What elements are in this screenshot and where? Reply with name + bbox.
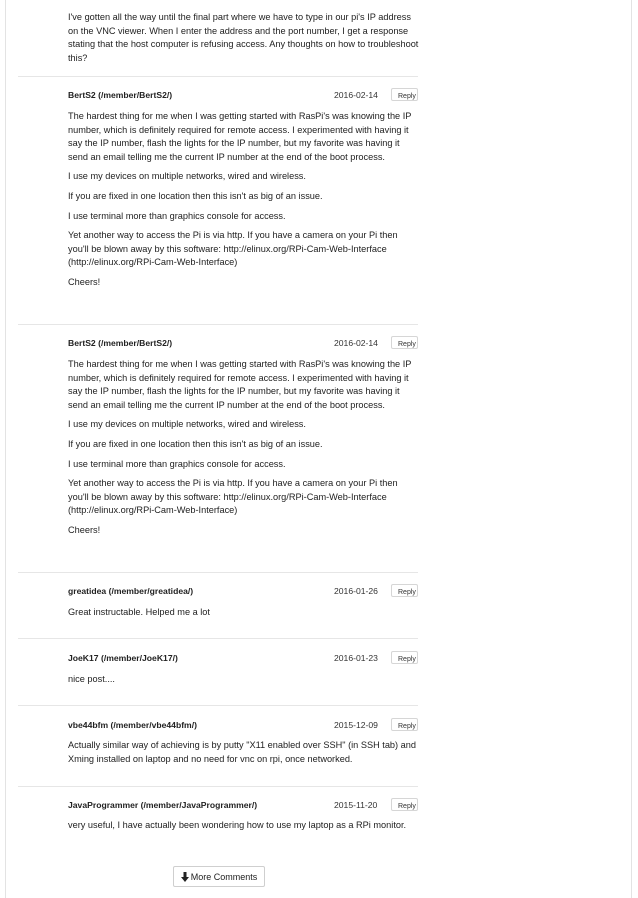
comment-paragraph: If you are fixed in one location then this isn't as big of an issue. (68, 190, 323, 201)
comment (68, 718, 420, 766)
divider (18, 324, 418, 325)
comment-paragraph: Cheers! (68, 524, 101, 535)
reply-button[interactable]: Reply (391, 88, 418, 101)
more-comments-label: More Comments (190, 872, 258, 882)
comment-paragraph: Cheers! (68, 276, 101, 287)
comment-paragraph: I use terminal more than graphics console for access. (68, 210, 286, 221)
divider (18, 76, 418, 77)
comment (68, 651, 420, 687)
comment-paragraph: very useful, I have actually been wondering how to use my laptop as a RPi monitor. (68, 820, 407, 830)
comment (68, 336, 420, 538)
reply-button[interactable]: Reply (391, 584, 418, 597)
comment-author-link[interactable]: greatidea (/member/greatidea/) (68, 586, 194, 596)
comment-date: 2016-01-23 (334, 653, 378, 663)
comment-author-link[interactable]: BertS2 (/member/BertS2/) (68, 90, 173, 100)
comment-paragraph: Yet another way to access the Pi is via http. If you have a camera on your Pi then you'll be blown away by this software: http://elinux.org/RPi-Cam-Web-Interface (http://elinux.org/RPi-Cam-Web-Interface) (68, 230, 398, 268)
divider (18, 638, 418, 639)
divider (18, 572, 418, 573)
comment-author-link[interactable]: JavaProgrammer (/member/JavaProgrammer/) (68, 800, 258, 810)
comment-date: 2016-02-14 (334, 90, 378, 100)
comment (68, 88, 420, 290)
comment-paragraph: I use terminal more than graphics console for access. (68, 458, 286, 469)
comment-paragraph: I use my devices on multiple networks, wired and wireless. (68, 171, 306, 182)
comment-paragraph: Yet another way to access the Pi is via http. If you have a camera on your Pi then you'll be blown away by this software: http://elinux.org/RPi-Cam-Web-Interface (http://elinux.org/RPi-Cam-Web-Interface) (68, 478, 398, 516)
more-comments-button[interactable] (173, 866, 265, 887)
comment-author-link[interactable]: JoeK17 (/member/JoeK17/) (68, 653, 178, 663)
comment-paragraph: I use my devices on multiple networks, wired and wireless. (68, 419, 306, 430)
comment-paragraph: nice post.... (68, 674, 115, 684)
arrow-down-icon (181, 872, 189, 882)
divider (18, 705, 418, 706)
comment-author-link[interactable]: BertS2 (/member/BertS2/) (68, 338, 173, 348)
comment-paragraph: The hardest thing for me when I was getting started with RasPi's was knowing the IP number, which is definitely required for remote access. I experimented with having it say the IP number, flash the lights for the IP number, but my favorite was having it send an email telling me the current IP number at the end of the boot process. (68, 359, 412, 410)
comment-paragraph: If you are fixed in one location then this isn't as big of an issue. (68, 438, 323, 449)
previous-comment-text: I've gotten all the way until the final part where we have to type in our pi's IP address on the VNC viewer. When I enter the address and the port number, I get a response stating that the host computer is refusing access. Any thoughts on how to troubleshoot this? (68, 12, 419, 63)
comment-date: 2016-01-26 (334, 586, 378, 596)
comment-paragraph: Great instructable. Helped me a lot (68, 607, 210, 617)
reply-button[interactable]: Reply (391, 651, 418, 664)
reply-button[interactable]: Reply (391, 718, 418, 731)
comment-date: 2015-12-09 (334, 720, 378, 730)
comment-paragraph: Actually similar way of achieving is by putty "X11 enabled over SSH" (in SSH tab) and Xming installed on laptop and no need for vnc on rpi, once networked. (68, 740, 416, 764)
comment-date: 2015-11-20 (334, 800, 378, 810)
comment-date: 2016-02-14 (334, 338, 378, 348)
comment-author-link[interactable]: vbe44bfm (/member/vbe44bfm/) (68, 720, 197, 730)
reply-button[interactable]: Reply (391, 798, 418, 811)
divider (18, 786, 418, 787)
comment-paragraph: The hardest thing for me when I was getting started with RasPi's was knowing the IP number, which is definitely required for remote access. I experimented with having it say the IP number, flash the lights for the IP number, but my favorite was having it send an email telling me the current IP number at the end of the boot process. (68, 111, 412, 162)
comment (68, 798, 420, 833)
comment (68, 584, 420, 620)
reply-button[interactable]: Reply (391, 336, 418, 349)
